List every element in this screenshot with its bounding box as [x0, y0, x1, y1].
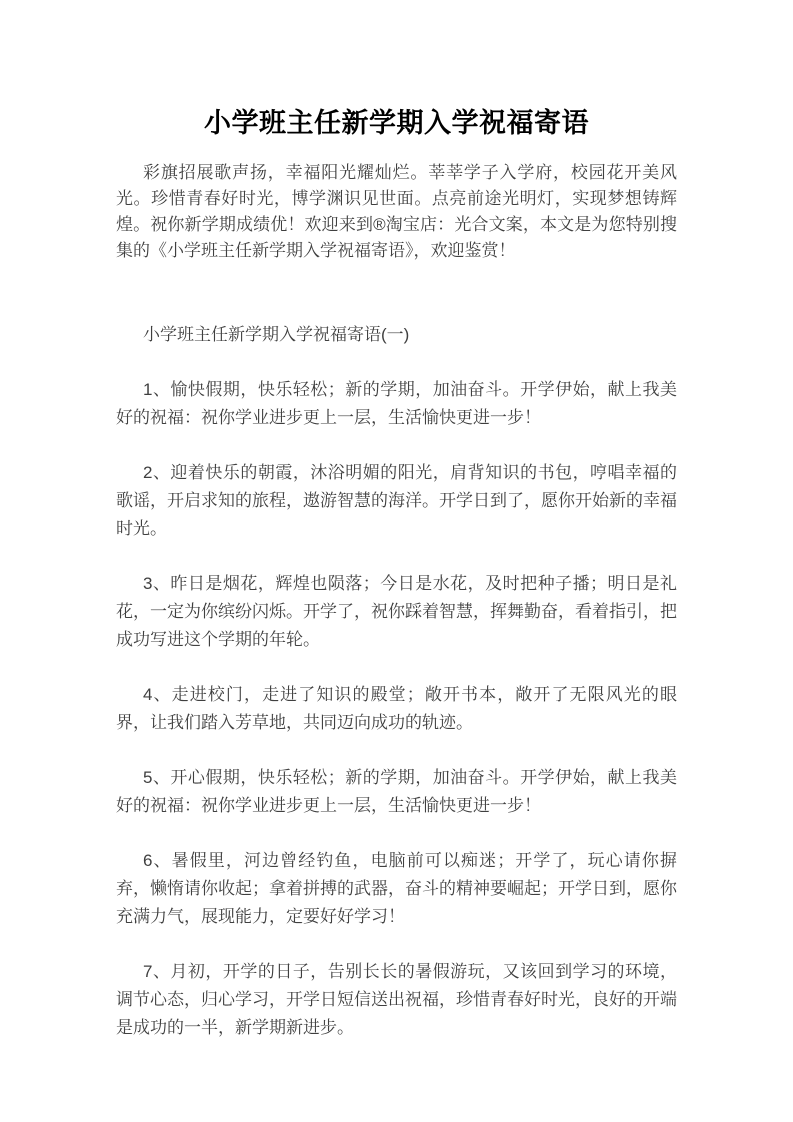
blessing-item-5: 5、开心假期，快乐轻松；新的学期，加油奋斗。开学伊始，献上我美好的祝福：祝你学业进步更上一层，生活愉快更进一步！	[116, 768, 677, 815]
blessing-item-6: 6、暑假里，河边曾经钓鱼，电脑前可以痴迷；开学了，玩心请你摒弃，懒惰请你收起；拿着拼搏的武器，奋斗的精神要崛起；开学日到，愿你充满力气，展现能力，定要好好学习！	[116, 851, 677, 926]
blessing-item-7: 7、月初，开学的日子，告别长长的暑假游玩，又该回到学习的环境，调节心态，归心学习，开学日短信送出祝福，珍惜青春好时光，良好的开端是成功的一半，新学期新进步。	[116, 962, 677, 1037]
intro-paragraph: 彩旗招展歌声扬，幸福阳光耀灿烂。莘莘学子入学府，校园花开美风光。珍惜青春好时光，博学渊识见世面。点亮前途光明灯，实现梦想铸辉煌。祝你新学期成绩优！欢迎来到®淘宝店：光合文案，本文是为您特别搜集的《小学班主任新学期入学祝福寄语》，欢迎鉴赏！	[116, 163, 677, 260]
document-title: 小学班主任新学期入学祝福寄语	[204, 108, 589, 138]
blessing-item-3: 3、昨日是烟花，辉煌也陨落；今日是水花，及时把种子播；明日是礼花，一定为你缤纷闪烁。开学了，祝你踩着智慧，挥舞勤奋，看着指引，把成功写进这个学期的年轮。	[116, 574, 677, 649]
blessing-item-1: 1、愉快假期，快乐轻松；新的学期，加油奋斗。开学伊始，献上我美好的祝福：祝你学业进步更上一层，生活愉快更进一步！	[116, 380, 677, 427]
blessing-item-2: 2、迎着快乐的朝霞，沐浴明媚的阳光，肩背知识的书包，哼唱幸福的歌谣，开启求知的旅程，遨游智慧的海洋。开学日到了，愿你开始新的幸福时光。	[116, 463, 677, 538]
blessing-item-4: 4、走进校门，走进了知识的殿堂；敞开书本，敞开了无限风光的眼界，让我们踏入芳草地，共同迈向成功的轨迹。	[116, 685, 677, 732]
blessing-list	[116, 376, 677, 1042]
section-heading: 小学班主任新学期入学祝福寄语(一)	[143, 325, 410, 344]
